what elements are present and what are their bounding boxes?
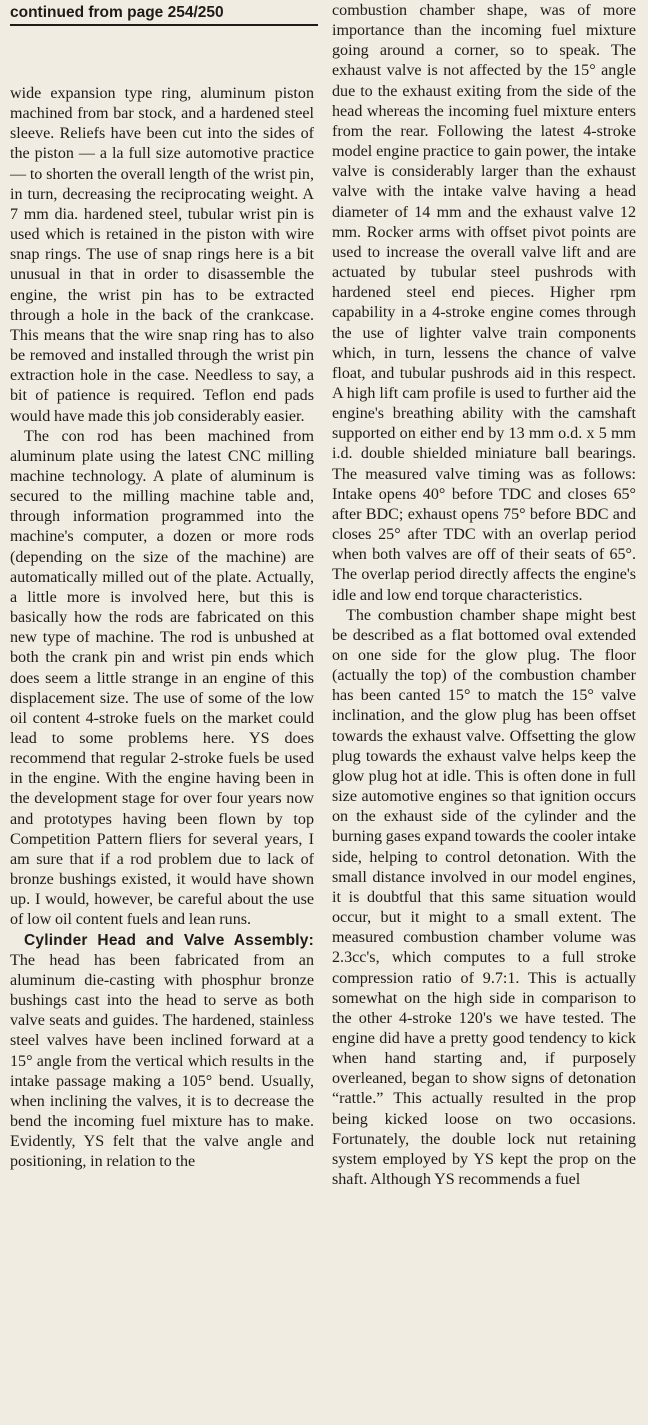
continued-header: continued from page 254/250 [10,2,318,26]
paragraph-cylinder-head [10,931,314,1173]
paragraph-con-rod: The con rod has been machined from aluminum plate using the latest CNC milling machine technology. A plate of aluminum is secured to the milling machine table and, through information programmed into the machine's computer, a dozen or more rods (depending on the size of the machine) are automatically milled out of the plate. Actually, a little more is involved here, but this is basically how the rods are fabricated on this new type of machine. The rod is unbushed at both the crank pin and wrist pin ends which does seem a little strange in an engine of this displacement size. The use of some of the low oil content 4-stroke fuels on the market could lead to some problems here. YS does recommend that regular 2-stroke fuels be used in the engine. With the engine having been in the development stage for over four years now and prototypes having been flown by top Competition Pattern fliers for several years, I am sure that if a rod problem due to lack of bronze bushings existed, it would have shown up. I would, however, be careful about the use of low oil content fuels and lean runs. [10,427,314,929]
subheading-cylinder-head: Cylinder Head and Valve Assembly: [24,931,314,949]
cylinder-head-text: The head has been fabricated from an aluminum die-casting with phosphur bronze bushings cast into the head to serve as both valve seats and guides. The hardened, stainless steel valves have been inclined forward at a 15° angle from the vertical which results in the intake passage making a 105° bend. Usually, when inclining the valves, it is to decrease the bend the incoming fuel mixture has to make. Evidently, YS felt that the valve angle and positioning, in relation to the [10,951,314,1171]
paragraph-piston: wide expansion type ring, aluminum piston machined from bar stock, and a hardened steel sleeve. Reliefs have been cut into the sides of the piston — a la full size automotive practice — to shorten the overall length of the wrist pin, in turn, decreasing the reciprocating weight. A 7 mm dia. hardened steel, tubular wrist pin is used which is retained in the piston with wire snap rings. The use of snap rings here is a bit unusual in that in order to disassemble the engine, the wrist pin has to be extracted through a hole in the back of the crankcase. This means that the wire snap ring has to also be removed and installed through the wrist pin extraction hole in the case. Needless to say, a bit of patience is required. Teflon end pads would have made this job considerably easier. [10,85,314,425]
paragraph-combustion-chamber: The combustion chamber shape might best be described as a flat bottomed oval extended on one side for the glow plug. The floor (actually the top) of the combustion chamber has been canted 15° to match the 15° valve inclination, and the glow plug has been offset towards the exhaust valve. Offsetting the glow plug towards the exhaust valve helps keep the glow plug hot at idle. This is often done in full size automotive engines so that ignition occurs on the exhaust side of the cylinder and the burning gases expand towards the cooler intake side, helping to control detonation. With the small distance involved in our model engines, it is doubtful that this same situation would occur, but it might to a small extent. The measured combustion chamber volume was 2.3cc's, which computes to a full stroke compression ratio of 9.7:1. This is actually somewhat on the high side in comparison to the other 4-stroke 120's we have tested. The engine did have a pretty good tendency to kick when hand starting and, if purposely overleaned, began to show signs of detonation “rattle.” This actually resulted in the prop being kicked loose on two occasions. Fortunately, the double lock nut retaining system employed by YS kept the prop on the shaft. Although YS recommends a fuel [332,606,636,1189]
right-text-column [332,1,636,1190]
paragraph-valve-train: combustion chamber shape, was of more importance than the incoming fuel mixture going around a corner, so to speak. The exhaust valve is not affected by the 15° angle due to the exhaust exiting from the side of the head whereas the incoming fuel mixture enters from the rear. Following the latest 4-stroke model engine practice to gain power, the intake valve is considerably larger than the exhaust valve with the intake valve having a head diameter of 14 mm and the exhaust valve 12 mm. Rocker arms with offset pivot points are used to increase the overall valve lift and are actuated by tubular steel pushrods with hardened steel end pieces. Higher rpm capability in a 4-stroke engine comes through the use of lighter valve train components which, in turn, lessens the chance of valve float, and tubular pushrods aid in this respect. A high lift cam profile is used to further aid the engine's breathing ability with the camshaft supported on either end by 13 mm o.d. x 5 mm i.d. double shielded miniature ball bearings. The measured valve timing was as follows: Intake opens 40° before TDC and closes 65° after BDC; exhaust opens 75° before BDC and closes 25° after TDC with an overlap period when both valves are off of their seats of 65°. The overlap period directly affects the engine's idle and low end torque characteristics. [332,2,636,604]
left-text-column [10,84,314,1172]
